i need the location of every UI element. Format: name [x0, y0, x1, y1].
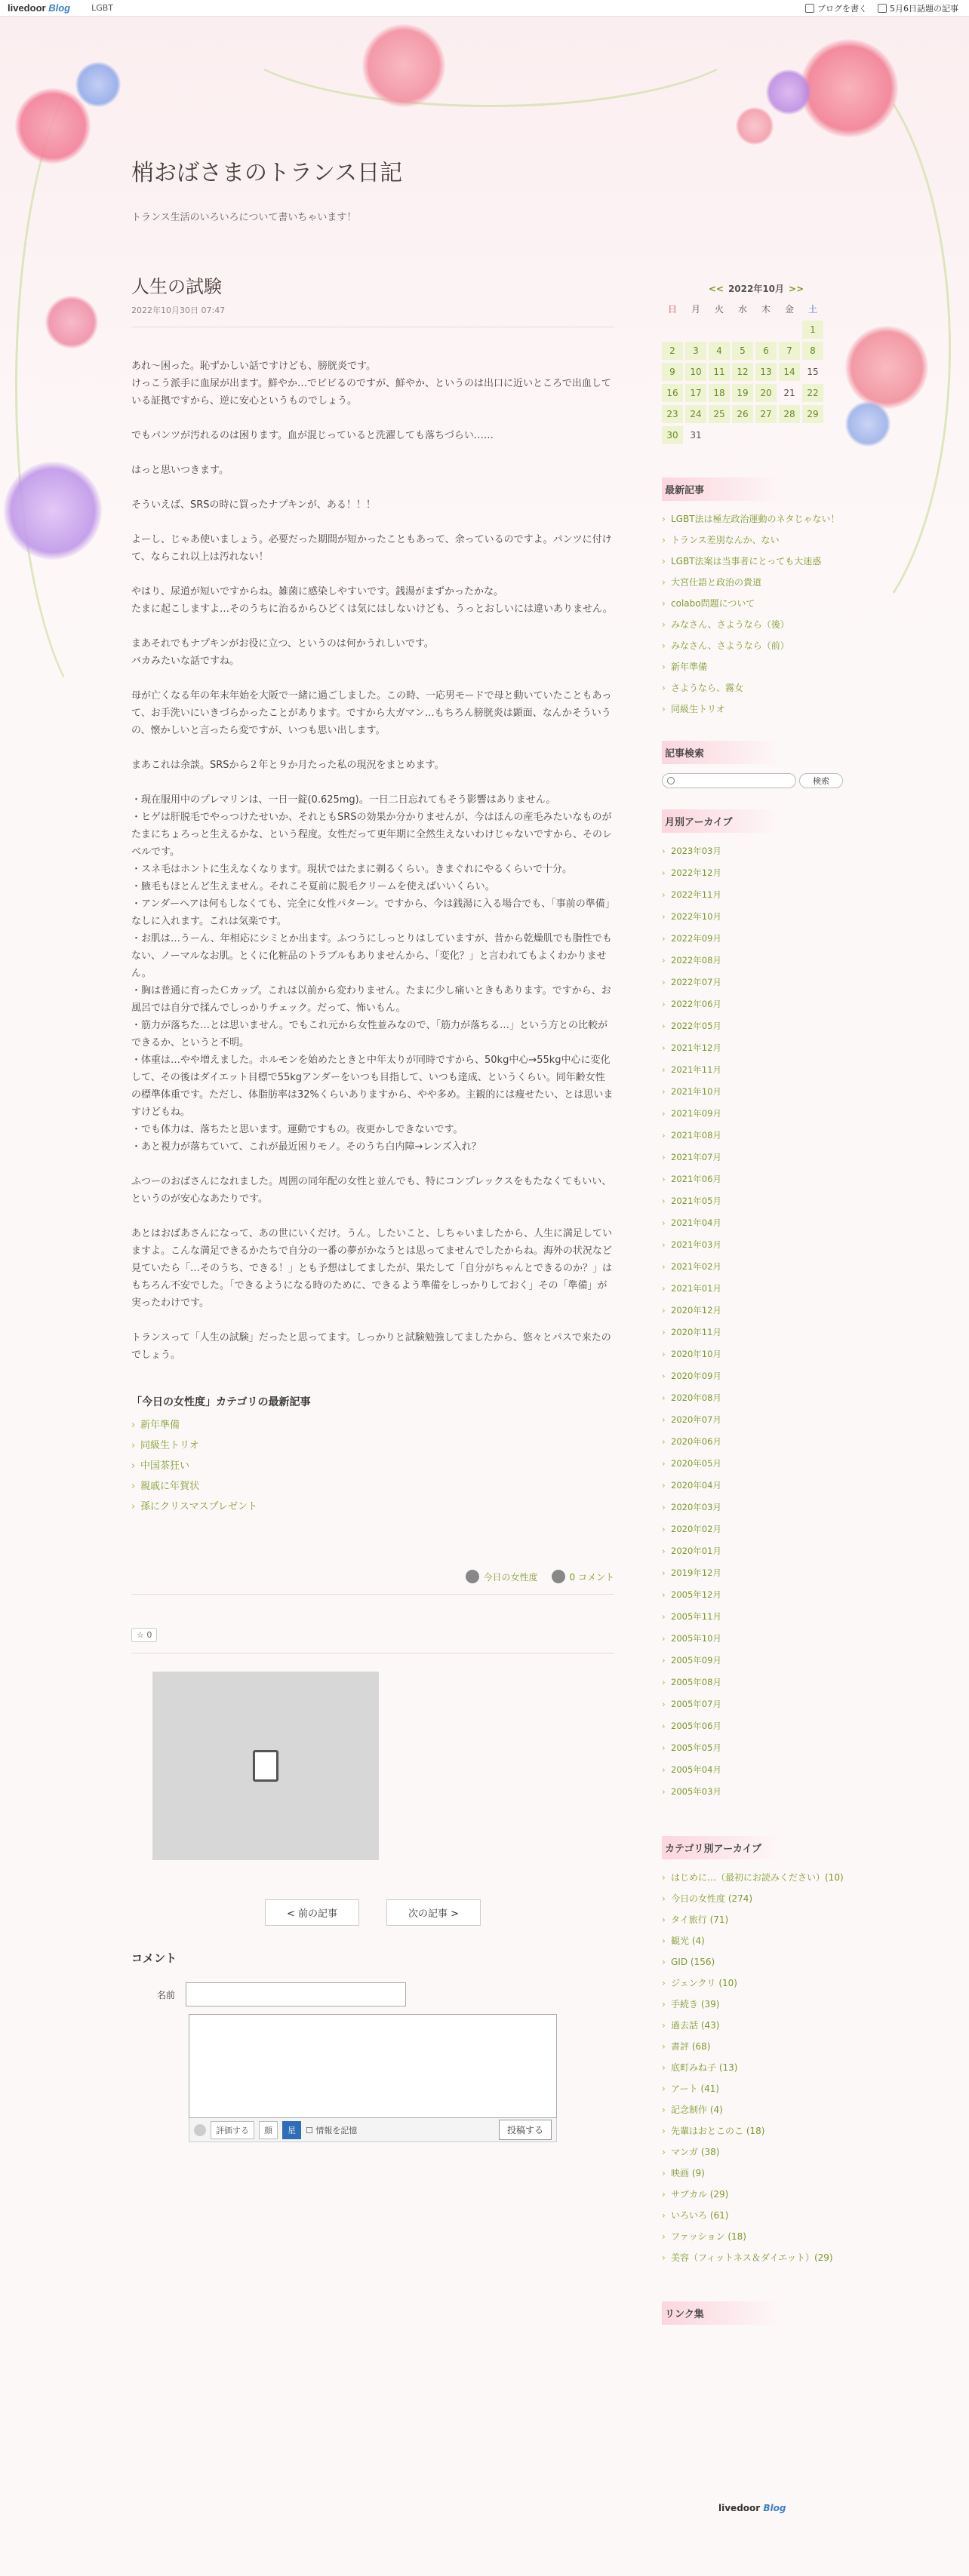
category-archive-link[interactable]: › 今日の女性度 (274) — [662, 1888, 851, 1909]
archive-month-link[interactable]: › 2020年10月 — [662, 1343, 851, 1365]
article-paragraph: やはり、尿道が短いですからね。雑菌に感染しやすいです。銭湯がまずかったかな。 たまに起こしますよ…そのうちに治るからひどくは気にはしないけども、うっとおしいには違いありません。 — [131, 586, 613, 615]
archive-month-link[interactable]: › 2020年06月 — [662, 1431, 851, 1453]
archive-month-link[interactable]: › 2022年10月 — [662, 906, 851, 928]
archive-month-link[interactable]: › 2022年05月 — [662, 1015, 851, 1037]
remember-checkbox[interactable]: ☐ 情報を記憶 — [306, 2125, 358, 2135]
calendar-day[interactable]: 2 — [662, 342, 683, 360]
archive-month-link[interactable]: › 2020年02月 — [662, 1518, 851, 1540]
calendar-empty — [732, 321, 753, 339]
recent-heading: 最新記事 — [662, 477, 783, 501]
calendar-icon — [878, 4, 887, 13]
name-label: 名前 — [157, 1989, 176, 2000]
archive-list — [662, 840, 851, 1803]
article-paragraph: まあそれでもナプキンがお役に立つ、というのは何かうれしいです。 バカみたいな話ですね。 — [131, 638, 434, 667]
sidebar — [662, 282, 851, 2325]
broken-image-icon — [253, 1750, 278, 1782]
blue-flower-decoration — [75, 62, 121, 107]
recent-article-link[interactable]: › 新年準備 — [662, 656, 851, 677]
archive-month-link[interactable]: › 2021年04月 — [662, 1212, 851, 1234]
calendar-weekday: 金 — [784, 303, 794, 315]
calendar-header: << 2022年10月 >> — [708, 284, 804, 294]
recent-article-link[interactable]: › LGBT法は極左政治運動のネタじゃない！ — [662, 508, 851, 530]
calendar-weekday: 木 — [761, 303, 771, 315]
calendar-empty — [755, 321, 777, 339]
article-date: 2022年10月30日 07:47 — [131, 305, 226, 315]
calendar-weekday: 土 — [807, 303, 817, 315]
comment-heading: コメント — [131, 1951, 177, 1965]
calendar-day[interactable]: 23 — [662, 405, 683, 423]
archive-month-link[interactable]: › 2022年09月 — [662, 928, 851, 950]
links-heading: リンク集 — [662, 2301, 783, 2325]
face-mode-button[interactable]: 顔 — [259, 2121, 278, 2139]
archive-month-link[interactable]: › 2020年11月 — [662, 1322, 851, 1343]
article-title[interactable]: 人生の試験 — [131, 276, 222, 297]
category-link[interactable]: › 中国茶狂い — [131, 1456, 614, 1476]
article-paragraph: 母が亡くなる年の年末年始を大阪で一緒に過ごしました。この時、一応男モードで母と動いていたこともあって、お手洗いにいきづらかったことがあります。ですから大ガマン…もちろん膀胱炎は顕面、なんかそういうの、懐かしいと言ったら変ですが、いつも思い出します。 — [131, 690, 612, 736]
article-paragraph: まあこれは余談。SRSから２年と９か月たった私の現況をまとめます。 — [131, 760, 445, 771]
archive-heading: 月別アーカイブ — [662, 809, 783, 833]
recent-article-link[interactable]: › みなさん、さようなら（前） — [662, 635, 851, 656]
purple-flower-decoration — [766, 69, 811, 115]
archive-month-link[interactable]: › 2020年01月 — [662, 1540, 851, 1562]
search-heading: 記事検索 — [662, 741, 783, 764]
broken-image-placeholder[interactable] — [152, 1672, 379, 1860]
pink-flower-decoration — [800, 39, 898, 137]
folder-icon — [466, 1570, 479, 1583]
category-archive-link[interactable]: › 先輩はおとこのこ (18) — [662, 2120, 851, 2142]
comment-textarea[interactable] — [189, 2014, 557, 2118]
archive-month-link[interactable]: › 2005年06月 — [662, 1715, 851, 1737]
archive-month-link[interactable]: › 2020年09月 — [662, 1365, 851, 1387]
category-archive-list — [662, 1867, 851, 2268]
calendar-day[interactable]: 16 — [662, 384, 683, 402]
top-bar — [0, 0, 969, 17]
meta-category-link[interactable]: 今日の女性度 — [466, 1570, 538, 1583]
recent-article-link[interactable]: › みなさん、さようなら（後） — [662, 614, 851, 635]
calendar-empty — [709, 321, 730, 339]
category-archive-link[interactable]: › 美容（フィットネス＆ダイエット）(29) — [662, 2247, 851, 2268]
comment-toolbar — [189, 2118, 557, 2142]
calendar-day[interactable]: 9 — [662, 363, 683, 381]
calendar-next-link[interactable]: >> — [789, 284, 804, 294]
article-paragraph: ・現在服用中のプレマリンは、一日一錠(0.625mg)。一日二日忘れてもそう影響はありません。 ・ヒゲは肝脱毛でやっつけたせいか、それともSRSの効果か分かりませんが、今はほんの産毛みたいなものがたまにちょろっと生えるかな、という程度。女性だって更年期に全然生えないわけじゃないですから、そのレベルです。 ・スネ毛はホントに生えなくなります。現状ではたまに剃るくらい。きまぐれにやるくらいで十分。 ・腋毛もほとんど生えません。それこそ夏前に脱毛クリームを使えばいいくらい。 ・アンダーヘアは何もしなくても、完全に女性パターン。ですから、今は銭湯に入る場合でも、「事前の準備」なしに入れます。これは気楽です。 ・お肌は…うーん、年相応にシミとか出ます。ふつうにしっとりはしていますが、昔から乾燥肌でも脂性でもない、ノーマルなお肌。とくに化粧品のトラブルもありませんから、「変化？」と言われてもよくわかりません。 ・胸は普通に育ったＣカップ。これは以前から変わりません。たまに少し痛いときもあります。ですから、お風呂では自分で揉んでしっかりチェック。だって、怖いもん。 ・筋力が落ちた…とは思いません。でもこれ元から女性並みなので、「筋力が落ちる…」という方との比較ができるか、というと不明。 ・体重は…やや増えました。ホルモンを始めたときと中年太りが同時ですから、50kg中心→55kg中心に変化して、その後はダイエット目標で55kgアンダーをいつも目指して、いつも達成、というくらい。同年齢女性の標準体重です。ただし、体脂肪率は32%くらいありますから、やや多め。主観的には痩せたい、とは思いますけどもね。 ・でも体力は、落ちたと思います。運動ですもの。夜更かしできないです。 ・あと視力が落ちていて、これが最近困りモノ。そのうち白内障→レンズ入れ？ — [131, 794, 614, 1153]
recent-article-link[interactable]: › さようなら、霧女 — [662, 677, 851, 698]
article-paragraph: そういえば、SRSの時に買ったナプキンが、ある！！！ — [131, 499, 376, 511]
archive-month-link[interactable]: › 2020年03月 — [662, 1497, 851, 1518]
archive-month-link[interactable]: › 2020年12月 — [662, 1300, 851, 1322]
rate-button[interactable]: 評価する — [211, 2121, 254, 2139]
category-archive-link[interactable]: › タイ旅行 (71) — [662, 1909, 851, 1930]
archive-month-link[interactable]: › 2022年07月 — [662, 972, 851, 993]
archive-month-link[interactable]: › 2021年10月 — [662, 1081, 851, 1103]
archive-month-link[interactable]: › 2022年12月 — [662, 862, 851, 884]
blog-title[interactable]: 梢おばさまのトランス日記 — [131, 160, 403, 186]
archive-month-link[interactable]: › 2022年06月 — [662, 993, 851, 1015]
blue-flower-decoration — [845, 401, 891, 447]
smiley-icon[interactable] — [194, 2124, 206, 2136]
recent-article-link[interactable]: › colabo問題について — [662, 593, 851, 614]
category-archive-link[interactable]: › 手続き (39) — [662, 1994, 851, 2015]
archive-month-link[interactable]: › 2021年12月 — [662, 1037, 851, 1059]
pink-flower-decoration — [845, 326, 928, 409]
archive-month-link[interactable]: › 2005年10月 — [662, 1628, 851, 1650]
article-meta — [131, 1570, 614, 1583]
archive-month-link[interactable]: › 2005年12月 — [662, 1584, 851, 1606]
footer-logo[interactable]: livedoor Blog — [718, 2503, 786, 2513]
calendar-day: 21 — [783, 388, 795, 398]
archive-month-link[interactable]: › 2021年07月 — [662, 1147, 851, 1168]
pager — [131, 1899, 614, 1926]
article-body — [131, 358, 614, 1364]
article-paragraph: トランスって「人生の試験」だったと思ってます。しっかりと試験勉強してましたから、悠々とパスで来たのでしょう。 — [131, 1332, 611, 1361]
archive-month-link[interactable]: › 2020年07月 — [662, 1409, 851, 1431]
pink-flower-decoration — [736, 107, 774, 145]
category-archive-link[interactable]: › 記念制作 (4) — [662, 2099, 851, 2120]
recent-article-link[interactable]: › トランス差別なんか、ない — [662, 530, 851, 551]
calendar-day[interactable]: 4 — [709, 342, 730, 360]
category-archive-link[interactable]: › サブカル (29) — [662, 2184, 851, 2205]
archive-month-link[interactable]: › 2005年03月 — [662, 1781, 851, 1803]
archive-month-link[interactable]: › 2021年09月 — [662, 1103, 851, 1125]
calendar-empty — [779, 321, 800, 339]
category-list — [131, 1415, 614, 1517]
category-archive-link[interactable]: › はじめに…（最初にお読みください）(10) — [662, 1867, 851, 1888]
category-link[interactable]: › 新年準備 — [131, 1415, 614, 1435]
archive-month-link[interactable]: › 2021年06月 — [662, 1168, 851, 1190]
calendar-day[interactable]: 26 — [732, 405, 753, 423]
archive-month-link[interactable]: › 2005年09月 — [662, 1650, 851, 1672]
calendar-day[interactable]: 29 — [802, 405, 823, 423]
archive-month-link[interactable]: › 2021年08月 — [662, 1125, 851, 1147]
pink-flower-decoration — [45, 296, 98, 348]
calendar-day[interactable]: 1 — [802, 321, 823, 339]
archive-month-link[interactable]: › 2019年12月 — [662, 1562, 851, 1584]
star-mode-button[interactable]: 星 — [282, 2121, 301, 2139]
category-link[interactable]: › 孫にクリスマスプレゼント — [131, 1497, 614, 1517]
category-archive-link[interactable]: › マンガ (38) — [662, 2142, 851, 2163]
calendar-day[interactable]: 10 — [685, 363, 706, 381]
archive-month-link[interactable]: › 2021年02月 — [662, 1256, 851, 1278]
next-article-button[interactable]: 次の記事 > — [386, 1899, 481, 1926]
top-tag-lgbt[interactable]: LGBT — [91, 3, 114, 13]
calendar-day[interactable]: 24 — [685, 405, 706, 423]
search-input[interactable] — [662, 773, 796, 788]
calendar-day[interactable]: 27 — [755, 405, 777, 423]
archive-month-link[interactable]: › 2005年07月 — [662, 1693, 851, 1715]
article-paragraph: あとはおばあさんになって、あの世にいくだけ。うん。したいこと、しちゃいましたから、人生に満足していますよ。こんな満足できるかたちで自分の一番の夢がかなうとは思ってませんでしたからね。海外の状況など見ていたら「…そのうち、できる！」とも予想はしてましたが、果たして「自分がちゃんとできるのか？」はもちろん不安でした。「できるようになる時のために、できるよう準備をしっかりしておく」その「準備」が実ったわけです。 — [131, 1228, 613, 1309]
calendar-day[interactable]: 19 — [732, 384, 753, 402]
article-paragraph: はっと思いつきます。 — [131, 465, 229, 476]
article-paragraph: ふつーのおばさんになれました。周囲の同年配の女性と並んでも、特にコンプレックスをもたなくてもいい、というのが安心なあたりです。 — [131, 1176, 612, 1205]
calendar-weekday: 水 — [737, 303, 747, 315]
calendar-day[interactable]: 28 — [779, 405, 800, 423]
calendar-weekday: 月 — [691, 303, 700, 315]
recent-list — [662, 508, 851, 720]
calendar-day: 15 — [807, 367, 819, 377]
blog-description: トランス生活のいろいろについて書いちゃいます！ — [131, 212, 357, 223]
prev-article-button[interactable]: < 前の記事 — [265, 1899, 359, 1926]
calendar-day[interactable]: 8 — [802, 342, 823, 360]
recent-article-link[interactable]: › LGBT法案は当事者にとっても大迷惑 — [662, 551, 851, 572]
divider — [131, 1594, 614, 1595]
archive-month-link[interactable]: › 2020年04月 — [662, 1475, 851, 1497]
archive-month-link[interactable]: › 2021年01月 — [662, 1278, 851, 1300]
calendar-empty — [662, 321, 683, 339]
pink-flower-decoration — [15, 88, 91, 164]
calendar-day[interactable]: 7 — [779, 342, 800, 360]
calendar-day[interactable]: 20 — [755, 384, 777, 402]
pencil-icon — [805, 4, 814, 13]
category-archive-link[interactable]: › 過去話 (43) — [662, 2015, 851, 2036]
article-paragraph: あれ〜困った。恥ずかしい話ですけども、膀胱炎です。 けっこう派手に血尿が出ます。鮮やか…でビビるのですが、鮮やか、というのは出口に近いところで出血している証拠ですから、逆に安心というものでしょう。 — [131, 361, 611, 407]
category-archive-link[interactable]: › GID (156) — [662, 1951, 851, 1973]
category-link[interactable]: › 同級生トリオ — [131, 1435, 614, 1456]
category-archive-link[interactable]: › ジェンクリ (10) — [662, 1973, 851, 1994]
write-blog-button[interactable]: ブログを書く — [802, 2, 870, 14]
pink-flower-decoration — [362, 24, 445, 107]
category-archive-link[interactable]: › ファッション (18) — [662, 2226, 851, 2247]
meta-comments-link[interactable]: 0 コメント — [552, 1570, 614, 1583]
name-input[interactable] — [186, 1982, 406, 2006]
topic-button[interactable]: 5月6日話題の記事 — [875, 2, 961, 14]
recent-article-link[interactable]: › 同級生トリオ — [662, 698, 851, 720]
archive-month-link[interactable]: › 2022年11月 — [662, 884, 851, 906]
calendar-day[interactable]: 14 — [779, 363, 800, 381]
archive-month-link[interactable]: › 2021年11月 — [662, 1059, 851, 1081]
calendar-prev-link[interactable]: << — [708, 284, 724, 294]
comment-icon — [552, 1570, 565, 1583]
calendar-empty — [685, 321, 706, 339]
recent-article-link[interactable]: › 大宮仕語と政治の貴道 — [662, 572, 851, 593]
archive-month-link[interactable]: › 2022年08月 — [662, 950, 851, 972]
archive-month-link[interactable]: › 2005年05月 — [662, 1737, 851, 1759]
search-button[interactable]: 検索 — [799, 773, 843, 788]
calendar-day[interactable]: 6 — [755, 342, 777, 360]
archive-month-link[interactable]: › 2005年04月 — [662, 1759, 851, 1781]
main-column — [131, 272, 614, 2142]
archive-month-link[interactable]: › 2020年05月 — [662, 1453, 851, 1475]
like-button[interactable]: ☆ 0 — [131, 1628, 157, 1642]
calendar-day[interactable]: 17 — [685, 384, 706, 402]
livedoor-logo[interactable]: livedoor Blog — [8, 2, 71, 14]
calendar-grid — [662, 299, 851, 444]
calendar-day[interactable]: 12 — [732, 363, 753, 381]
archive-month-link[interactable]: › 2021年05月 — [662, 1190, 851, 1212]
calendar-day[interactable]: 5 — [732, 342, 753, 360]
calendar-day[interactable]: 13 — [755, 363, 777, 381]
archive-month-link[interactable]: › 2020年08月 — [662, 1387, 851, 1409]
purple-flower-decoration — [4, 462, 102, 560]
calendar-day[interactable]: 30 — [662, 426, 683, 444]
calendar-weekday: 火 — [714, 303, 724, 315]
category-archive-link[interactable]: › いろいろ (61) — [662, 2205, 851, 2226]
article-paragraph: よーし、じゃあ使いましょう。必要だった期間が短かったこともあって、余っているのですよ。パンツに付けて、ならこれ以上は汚れない！ — [131, 534, 612, 563]
category-archive-link[interactable]: › 映画 (9) — [662, 2163, 851, 2184]
archive-month-link[interactable]: › 2021年03月 — [662, 1234, 851, 1256]
calendar-day[interactable]: 11 — [709, 363, 730, 381]
calendar-day: 31 — [690, 430, 702, 441]
category-archive-link[interactable]: › 観光 (4) — [662, 1930, 851, 1951]
archive-month-link[interactable]: › 2005年08月 — [662, 1672, 851, 1693]
category-archive-heading: カテゴリ別アーカイブ — [662, 1836, 783, 1859]
submit-comment-button[interactable]: 投稿する — [499, 2120, 552, 2140]
article-paragraph: でもパンツが汚れるのは困ります。血が混じっていると洗濯しても落ちづらい…… — [131, 430, 494, 441]
calendar-day[interactable]: 22 — [802, 384, 823, 402]
archive-month-link[interactable]: › 2023年03月 — [662, 840, 851, 862]
category-archive-link[interactable]: › 書評 (68) — [662, 2036, 851, 2057]
category-link[interactable]: › 親戚に年賀状 — [131, 1476, 614, 1497]
calendar-day[interactable]: 3 — [685, 342, 706, 360]
category-heading: 「今日の女性度」カテゴリの最新記事 — [131, 1396, 311, 1408]
category-archive-link[interactable]: › 底町みね子 (13) — [662, 2057, 851, 2078]
calendar-weekday: 日 — [667, 303, 677, 315]
archive-month-link[interactable]: › 2005年11月 — [662, 1606, 851, 1628]
calendar-day[interactable]: 25 — [709, 405, 730, 423]
category-archive-link[interactable]: › アート (41) — [662, 2078, 851, 2099]
calendar-day[interactable]: 18 — [709, 384, 730, 402]
